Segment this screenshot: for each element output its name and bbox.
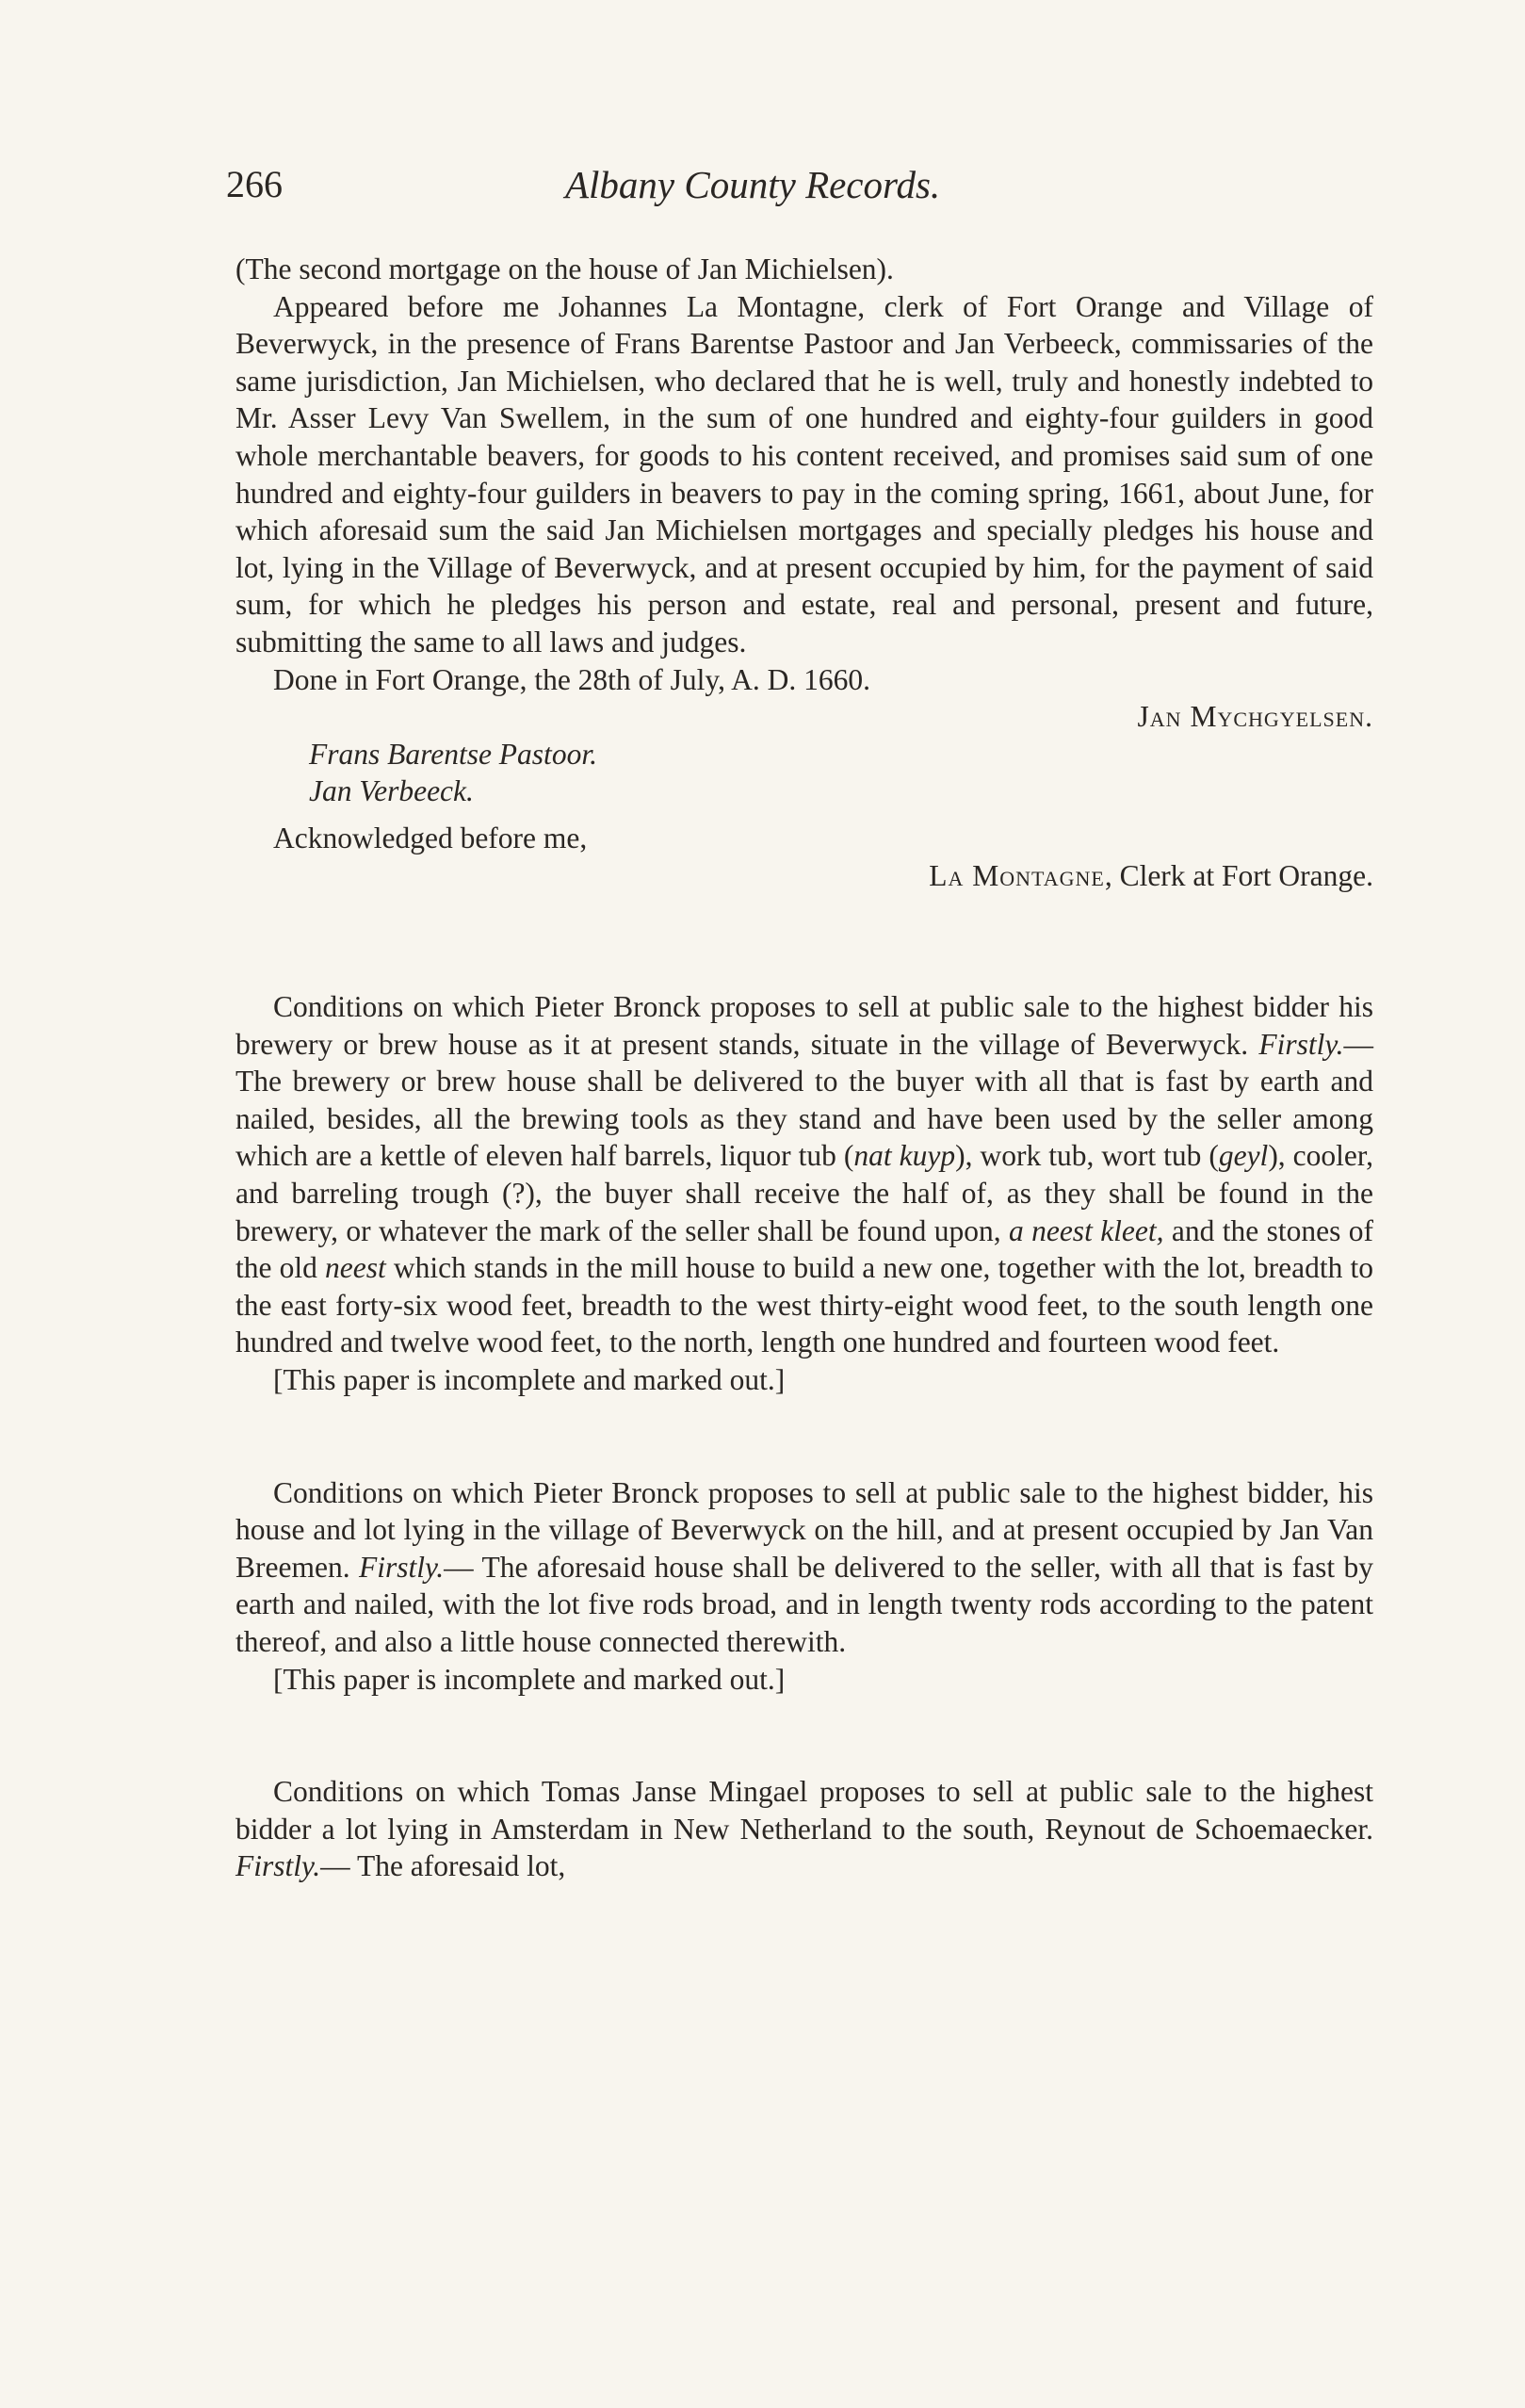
entry1-clerk-line xyxy=(235,857,1373,895)
running-title: Albany County Records. xyxy=(565,163,941,206)
entry2-body: Conditions on which Pieter Bronck proposes to sell at public sale to the highest bidder his brewery or brew house as it at present stands, situate in the village of Beverwyck. Firstly.— The brewery or brew house shall be delivered to the buyer with all that is fast by earth and nailed, besides, all the brewing tools as they stand and have been used by the seller among which are a kettle of eleven half barrels, liquor tub (nat kuyp), work tub, wort tub (geyl), cooler, and barreling trough (?), the buyer shall receive the half of, as they shall be found in the brewery, or whatever the mark of the seller shall be found upon, a neest kleet, and the stones of the old neest which stands in the mill house to build a new one, together with the lot, breadth to the east forty-six wood feet, breadth to the west thirty-eight wood feet, to the south length one hundred and twelve wood feet, to the north, length one hundred and fourteen wood feet. xyxy=(235,990,1373,1359)
entry1-acknowledgement: Acknowledged before me, xyxy=(273,821,588,854)
entry1-witness-2: Jan Verbeeck. xyxy=(309,774,474,808)
entry2-note: [This paper is incomplete and marked out.] xyxy=(273,1363,786,1397)
entry1-signer: Jan Mychgyelsen. xyxy=(1137,700,1373,734)
entry1-witness-1: Frans Barentse Pastoor. xyxy=(309,737,597,771)
section-gap xyxy=(235,1399,1373,1474)
entry1-heading: (The second mortgage on the house of Jan Michielsen). xyxy=(235,252,894,285)
entry1-dated: Done in Fort Orange, the 28th of July, A. D. 1660. xyxy=(273,662,871,696)
running-head xyxy=(226,162,1328,219)
clerk-title: , Clerk at Fort Orange. xyxy=(1104,858,1373,892)
section-gap xyxy=(235,1698,1373,1773)
entry4-body: Conditions on which Tomas Janse Mingael proposes to sell at public sale to the highest bidder a lot lying in Amsterdam in New Netherland to the south, Reynout de Schoemaecker. Firstly.— The aforesaid lot, xyxy=(235,1775,1373,1883)
entry3-note: [This paper is incomplete and marked out.] xyxy=(273,1662,786,1696)
section-gap xyxy=(235,894,1373,988)
entry1-body: Appeared before me Johannes La Montagne, clerk of Fort Orange and Village of Beverwyck, in the presence of Frans Barentse Pastoor and Jan Verbeeck, commissaries of the same jurisdiction, Jan Michielsen, who declared that he is well, truly and honestly indebted to Mr. Asser Levy Van Swellem, in the sum of one hundred and eighty-four guilders in good whole merchantable beavers, for goods to his content received, and promises said sum of one hundred and eighty-four guilders in beavers to pay in the coming spring, 1661, about June, for which aforesaid sum the said Jan Michielsen mortgages and specially pledges his house and lot, lying in the Village of Beverwyck, and at present occupied by him, for the payment of said sum, for which he pledges his person and estate, real and personal, present and future, submitting the same to all laws and judges. xyxy=(235,289,1373,659)
page-number: 266 xyxy=(226,163,283,205)
clerk-name: La Montagne xyxy=(929,858,1105,892)
body-text xyxy=(235,251,1373,1885)
entry3-body: Conditions on which Pieter Bronck proposes to sell at public sale to the highest bidder, his house and lot lying in the village of Beverwyck on the hill, and at present occupied by Jan Van Breemen. Firstly.— The aforesaid house shall be delivered to the seller, with all that is fast by earth and nailed, with the lot five rods broad, and in length twenty rods according to the patent thereof, and also a little house connected therewith. xyxy=(235,1475,1373,1658)
